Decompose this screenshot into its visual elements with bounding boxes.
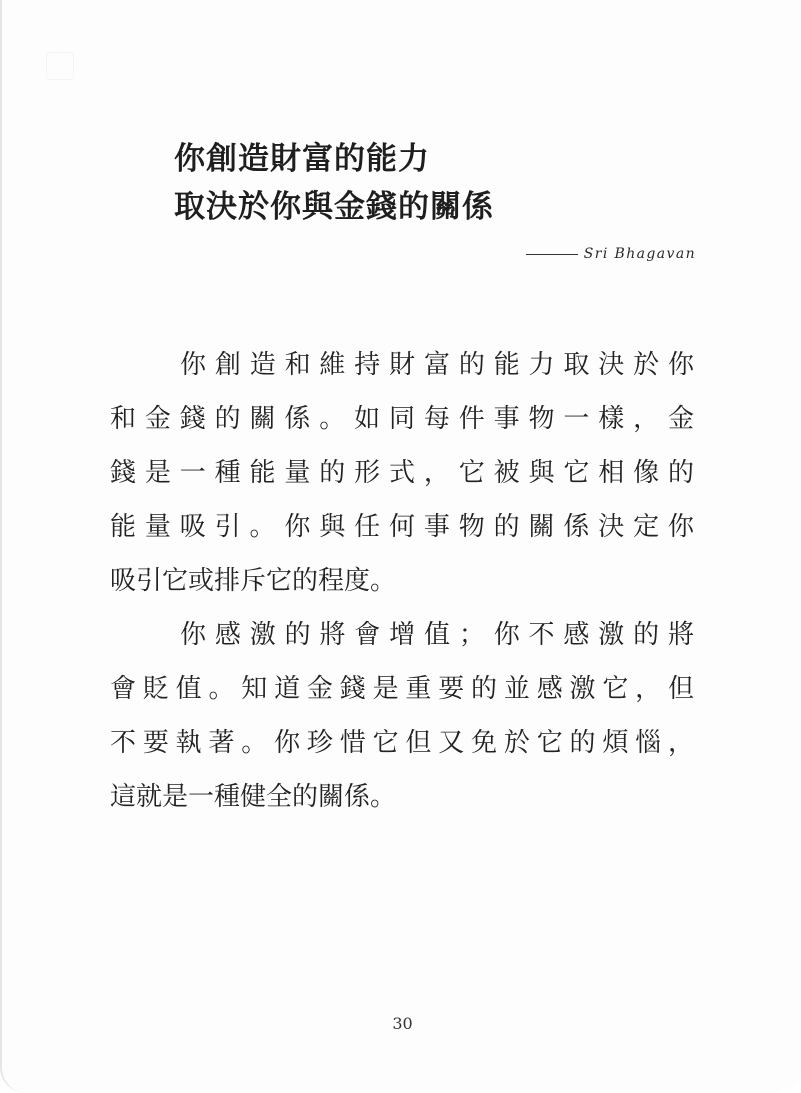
text-line: 不要執著。你珍惜它但又免於它的煩惱， (110, 728, 694, 758)
body-text (110, 338, 694, 824)
text-line: 錢是一種能量的形式，它被與它相像的 (110, 458, 694, 488)
text-line: 能量吸引。你與任何事物的關係決定你 (110, 512, 694, 542)
page-title (174, 135, 494, 231)
attribution-author: Sri Bhagavan (583, 246, 696, 262)
text-line: 會貶值。知道金錢是重要的並感激它，但 (110, 674, 694, 704)
text-line: 這就是一種健全的關係。 (110, 782, 397, 812)
page-number: 30 (392, 1014, 413, 1033)
attribution-dash (526, 254, 578, 255)
corner-mark (46, 52, 74, 80)
text-line: 吸引它或排斥它的程度。 (110, 566, 397, 596)
attribution (526, 246, 696, 262)
text-line: 你感激的將會增值；你不感激的將 (180, 620, 694, 650)
title-line-1: 你創造財富的能力 (174, 141, 430, 177)
text-line: 你創造和維持財富的能力取決於你 (180, 350, 694, 380)
text-line: 和金錢的關係。如同每件事物一樣，金 (110, 404, 694, 434)
title-line-2: 取決於你與金錢的關係 (174, 189, 494, 225)
